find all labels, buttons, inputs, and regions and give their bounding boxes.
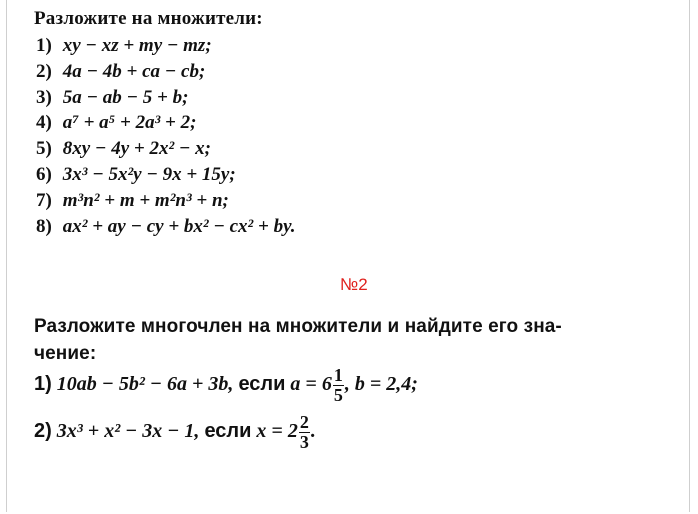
list-item bbox=[36, 85, 296, 111]
fraction-numerator: 2 bbox=[299, 412, 309, 432]
fraction bbox=[333, 366, 344, 405]
item-expression: 5a − ab − 5 + b; bbox=[62, 86, 189, 108]
item-expression: 3x³ + x² − 3x − 1, bbox=[56, 420, 200, 443]
item-expression: m³n² + m + m²n³ + n; bbox=[62, 189, 229, 211]
condition-rest: . bbox=[310, 420, 316, 443]
item-number: 4) bbox=[36, 112, 52, 134]
section2-instruction bbox=[34, 313, 694, 367]
item-number: 1) bbox=[34, 373, 52, 396]
item-number: 5) bbox=[36, 138, 52, 160]
item-expression: 10ab − 5b² − 6a + 3b, bbox=[56, 373, 234, 396]
list-item bbox=[36, 188, 296, 214]
section-number-label: №2 bbox=[340, 275, 368, 294]
fraction-denominator: 5 bbox=[333, 385, 343, 405]
item-expression: 3x³ − 5x²y − 9x + 15y; bbox=[62, 163, 236, 185]
item-expression: ax² + ay − cy + bx² − cx² + by. bbox=[62, 215, 296, 237]
condition-word: если bbox=[204, 420, 252, 443]
section2-item-1 bbox=[34, 366, 418, 405]
condition-value: x = 2 bbox=[256, 420, 298, 443]
list-item bbox=[36, 162, 296, 188]
fraction-numerator: 1 bbox=[333, 365, 343, 385]
list-item bbox=[36, 214, 296, 240]
section2-item-2 bbox=[34, 413, 316, 452]
item-number: 2) bbox=[36, 60, 52, 82]
condition-rest: , b = 2,4; bbox=[344, 373, 418, 396]
exercise1-list bbox=[36, 33, 296, 239]
condition-word: если bbox=[238, 373, 286, 396]
item-expression: 4a − 4b + ca − cb; bbox=[62, 60, 206, 82]
item-number: 1) bbox=[36, 35, 52, 56]
item-expression: a⁷ + a⁵ + 2a³ + 2; bbox=[62, 112, 197, 134]
fraction-denominator: 3 bbox=[299, 432, 309, 452]
exercise1-title: Разложите на множители: bbox=[34, 8, 263, 29]
list-item bbox=[36, 110, 296, 136]
list-item bbox=[36, 59, 296, 85]
list-item bbox=[36, 136, 296, 162]
item-number: 3) bbox=[36, 86, 52, 108]
instruction-line: чение: bbox=[34, 343, 97, 364]
condition-value: a = 6 bbox=[290, 373, 332, 396]
item-number: 2) bbox=[34, 420, 52, 443]
list-item bbox=[36, 33, 296, 59]
item-number: 7) bbox=[36, 189, 52, 211]
item-expression: xy − xz + my − mz; bbox=[62, 35, 212, 56]
item-number: 6) bbox=[36, 163, 52, 185]
fraction bbox=[299, 413, 310, 452]
instruction-line: Разложите многочлен на множители и найдите его зна- bbox=[34, 316, 562, 337]
item-expression: 8xy − 4y + 2x² − x; bbox=[62, 138, 211, 160]
item-number: 8) bbox=[36, 215, 52, 237]
